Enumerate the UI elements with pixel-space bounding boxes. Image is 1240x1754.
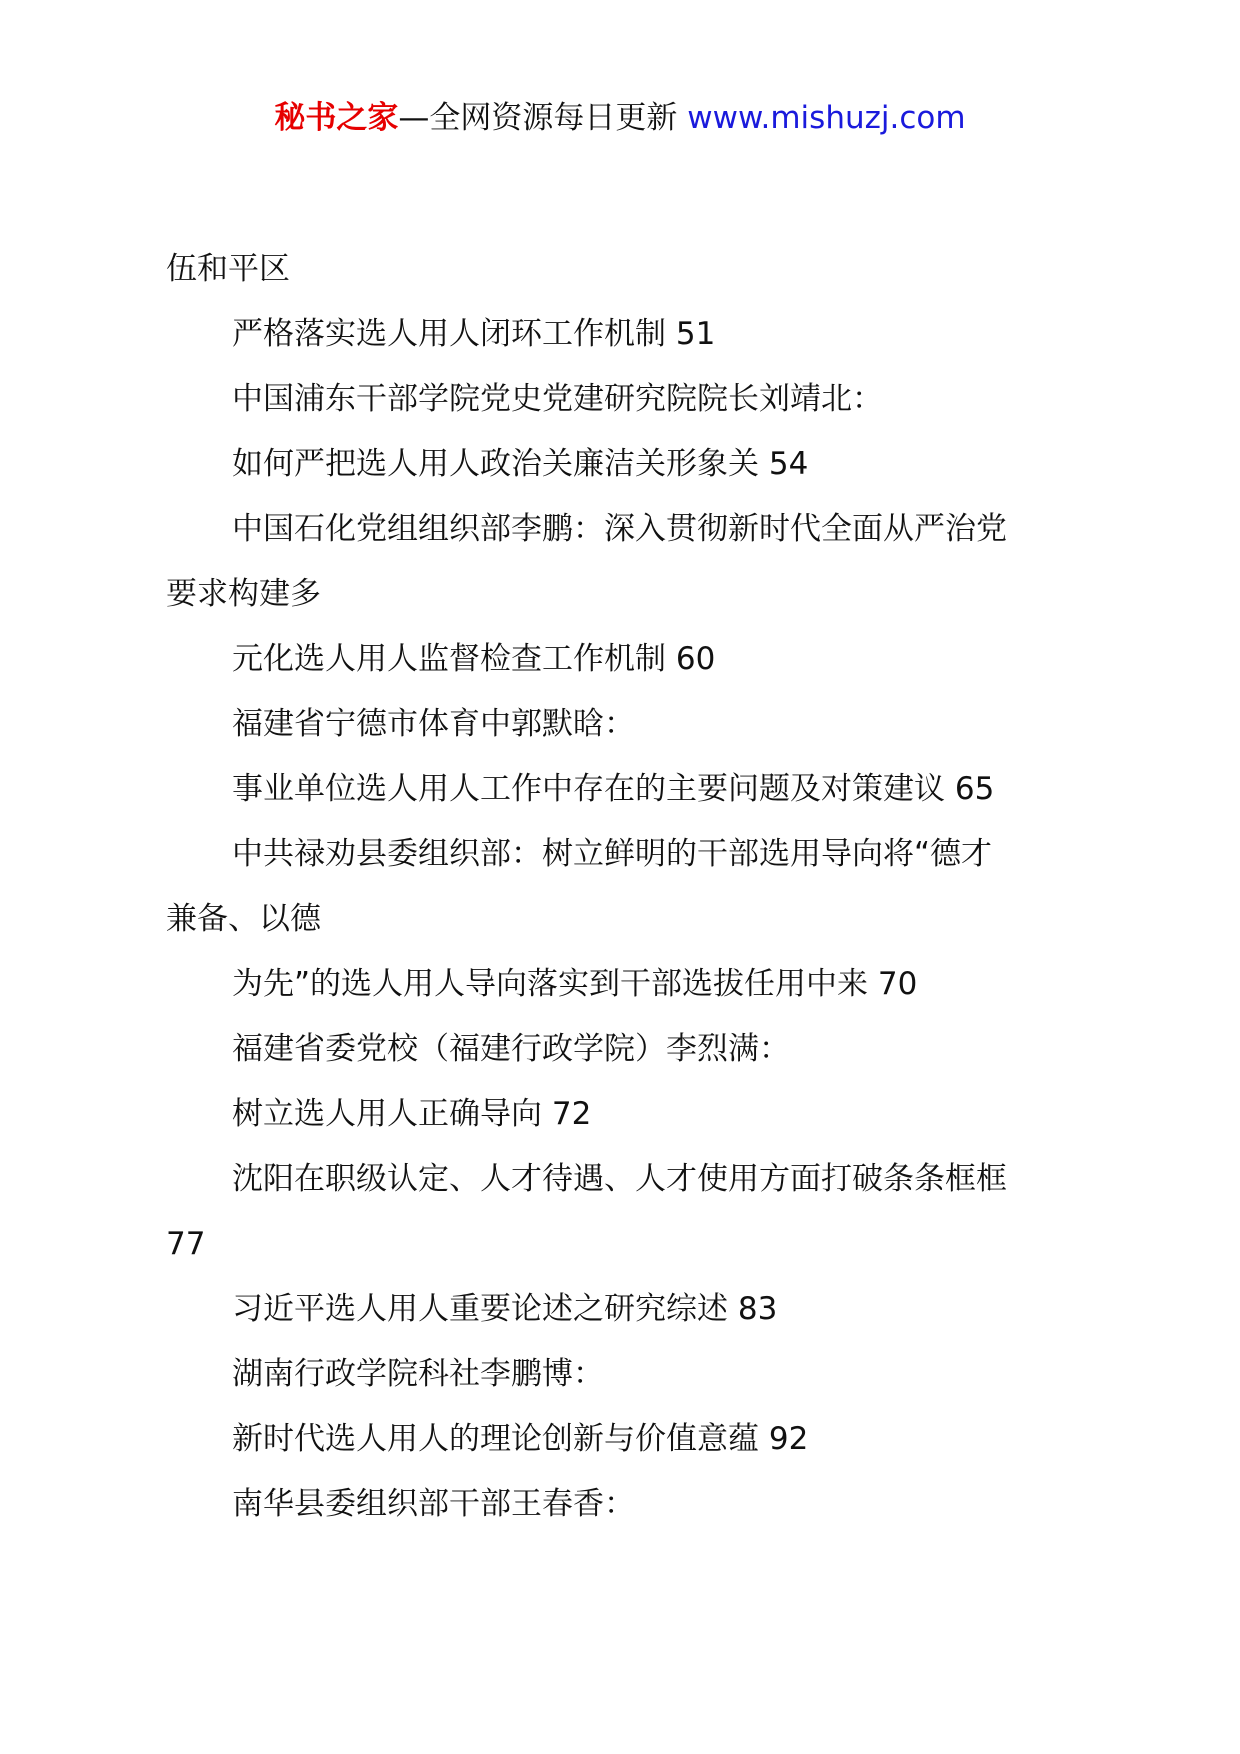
toc-line: 习近平选人用人重要论述之研究综述 83 <box>232 1291 778 1327</box>
toc-line: 新时代选人用人的理论创新与价值意蕴 92 <box>232 1421 809 1457</box>
toc-line: 南华县委组织部干部王春香： <box>232 1486 635 1522</box>
toc-line: 湖南行政学院科社李鹏博： <box>232 1356 604 1392</box>
toc-line: 元化选人用人监督检查工作机制 60 <box>232 641 716 677</box>
header-tagline: —全网资源每日更新 <box>398 100 688 136</box>
toc-line: 中国石化党组组织部李鹏：深入贯彻新时代全面从严治党 <box>232 511 1007 547</box>
toc-line: 事业单位选人用人工作中存在的主要问题及对策建议 65 <box>232 771 995 807</box>
toc-line: 如何严把选人用人政治关廉洁关形象关 54 <box>232 446 809 482</box>
toc-line: 伍和平区 <box>166 251 290 287</box>
toc-line: 沈阳在职级认定、人才待遇、人才使用方面打破条条框框 <box>232 1161 1007 1197</box>
toc-line: 中共禄劝县委组织部：树立鲜明的干部选用导向将“德才 <box>232 836 993 872</box>
toc-line: 为先”的选人用人导向落实到干部选拔任用中来 70 <box>232 966 918 1002</box>
toc-line: 77 <box>166 1226 206 1262</box>
toc-line: 福建省委党校（福建行政学院）李烈满： <box>232 1031 790 1067</box>
page-header <box>0 98 1240 138</box>
toc-line: 中国浦东干部学院党史党建研究院院长刘靖北： <box>232 381 883 417</box>
table-of-contents <box>166 237 1096 1537</box>
toc-line: 要求构建多 <box>166 576 321 612</box>
toc-line: 严格落实选人用人闭环工作机制 51 <box>232 316 716 352</box>
brand-name: 秘书之家 <box>274 100 399 136</box>
toc-line: 福建省宁德市体育中郭默晗： <box>232 706 635 742</box>
site-url[interactable]: www.mishuzj.com <box>687 100 966 136</box>
toc-line: 树立选人用人正确导向 72 <box>232 1096 592 1132</box>
toc-line: 兼备、以德 <box>166 901 321 937</box>
